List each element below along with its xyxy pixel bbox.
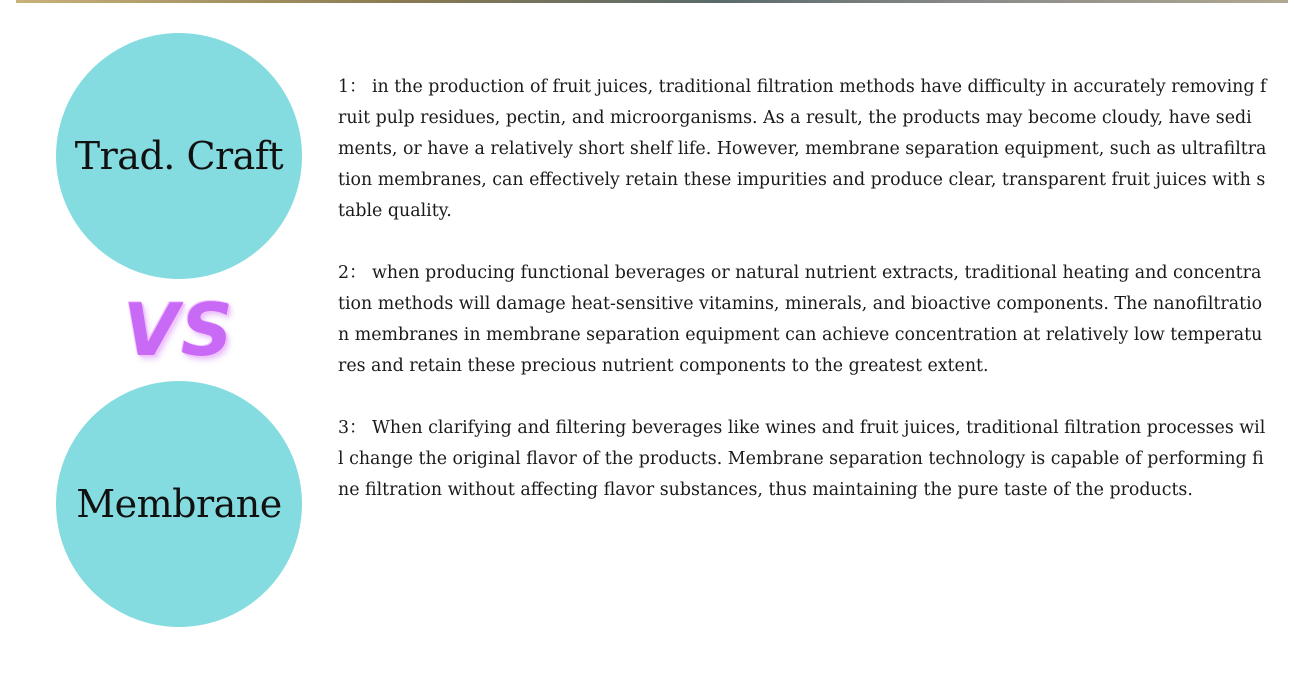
point-3: 3： When clarifying and filtering beverages like wines and fruit juices, traditional filtration processes will change the original flavor of the products. Membrane separation technology is capable of performing fine filtration without affecting flavor substances, thus maintaining the pure taste of the products.: [338, 418, 1266, 500]
point-3-number: 3: [338, 418, 350, 438]
point-2: 2： when producing functional beverages or natural nutrient extracts, traditional heating and concentration methods will damage heat-sensitive vitamins, minerals, and bioactive components. The nanofiltration membranes in membrane separation equipment can achieve concentration at relatively low temperatures and retain these precious nutrient components to the greatest extent.: [338, 263, 1263, 376]
traditional-craft-label: Trad. Craft: [74, 134, 284, 178]
vs-label: VS: [123, 288, 235, 372]
top-decorative-strip: [16, 0, 1288, 3]
comparison-points: [338, 72, 1268, 537]
point-1-number: 1: [338, 77, 350, 97]
point-2-number: 2: [338, 263, 350, 283]
point-2-text: when producing functional beverages or natural nutrient extracts, traditional heating and concentration methods will damage heat-sensitive vitamins, minerals, and bioactive components. The nanofiltration membranes in membrane separation equipment can achieve concentration at relatively low temperatures and retain these precious nutrient components to the greatest extent.: [338, 263, 1263, 376]
point-1: 1： in the production of fruit juices, traditional filtration methods have difficulty in accurately removing fruit pulp residues, pectin, and microorganisms. As a result, the products may become cloudy, have sediments, or have a relatively short shelf life. However, membrane separation equipment, such as ultrafiltration membranes, can effectively retain these impurities and produce clear, transparent fruit juices with stable quality.: [338, 77, 1267, 221]
point-1-text: in the production of fruit juices, traditional filtration methods have difficulty in accurately removing fruit pulp residues, pectin, and microorganisms. As a result, the products may become cloudy, have sediments, or have a relatively short shelf life. However, membrane separation equipment, such as ultrafiltration membranes, can effectively retain these impurities and produce clear, transparent fruit juices with stable quality.: [338, 77, 1267, 221]
traditional-craft-circle: [56, 33, 302, 279]
membrane-circle: [56, 381, 302, 627]
membrane-label: Membrane: [76, 482, 282, 526]
point-3-text: When clarifying and filtering beverages like wines and fruit juices, traditional filtration processes will change the original flavor of the products. Membrane separation technology is capable of performing fine filtration without affecting flavor substances, thus maintaining the pure taste of the products.: [338, 418, 1266, 500]
